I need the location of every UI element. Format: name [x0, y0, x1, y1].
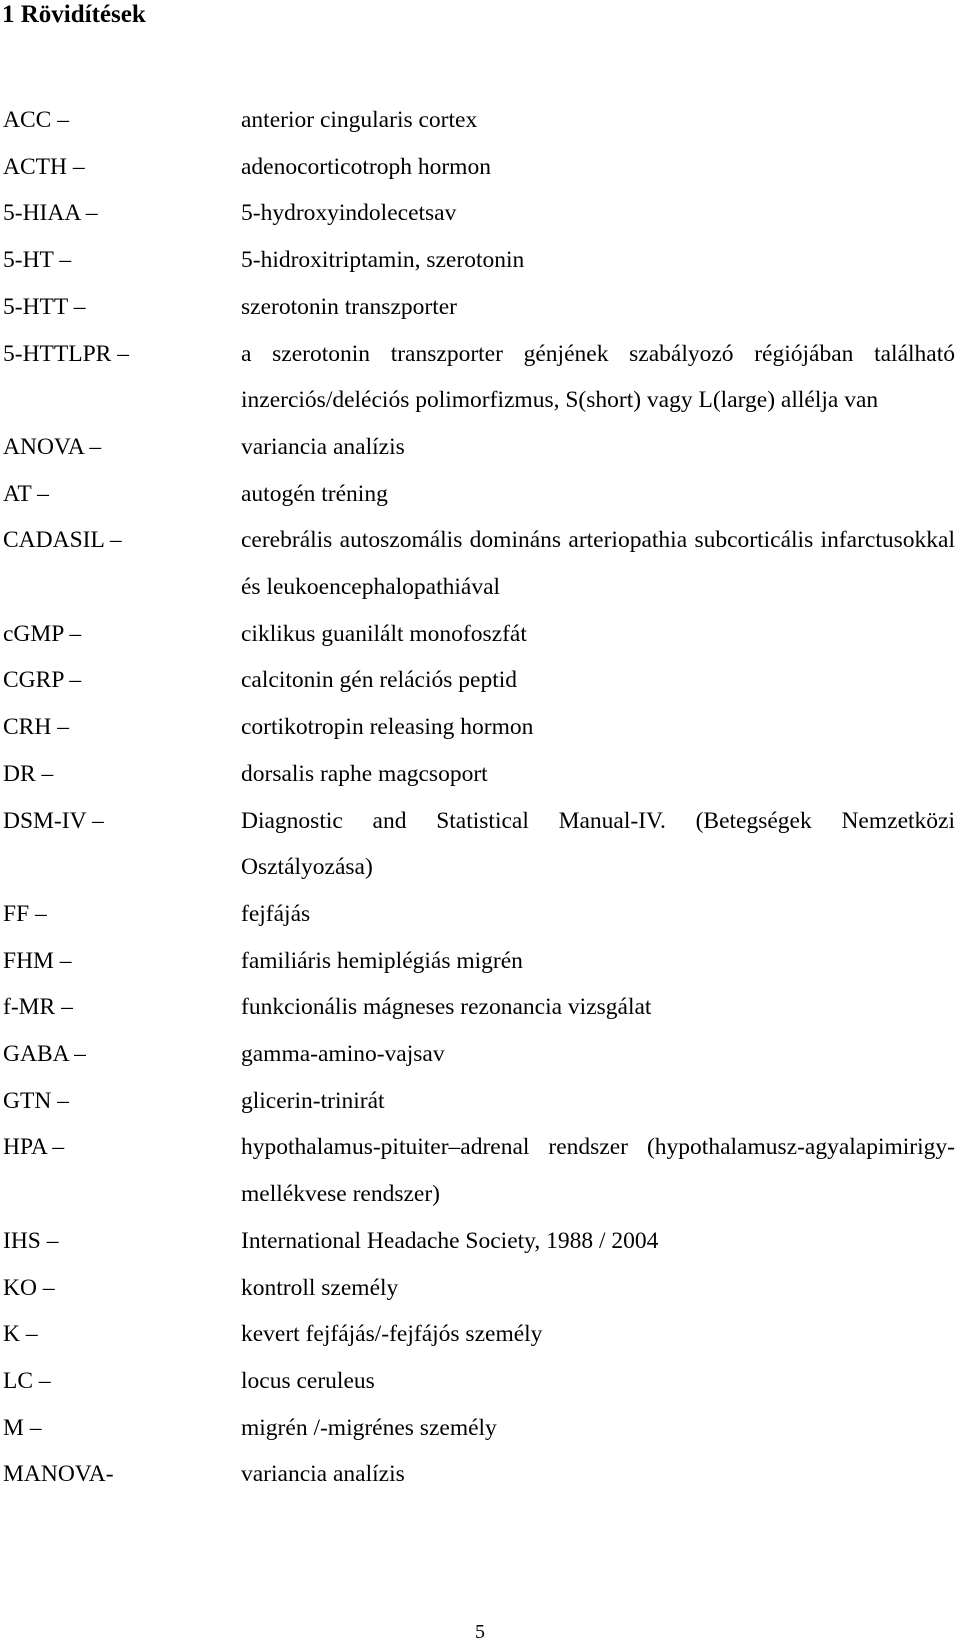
abbreviation-definition: szerotonin transzporter	[241, 293, 457, 320]
abbreviation-entry	[3, 144, 955, 191]
abbreviation-term: f-MR –	[3, 994, 73, 1021]
abbreviation-definition: a szerotonin transzporter génjének szabályozó régiójában található inzerciós/deléciós polimorfizmus, S(short) vagy L(large) allélja van	[241, 340, 955, 414]
abbreviation-definition: migrén /-migrénes személy	[241, 1414, 497, 1441]
abbreviation-entry	[3, 798, 955, 891]
abbreviation-definition: cortikotropin releasing hormon	[241, 714, 534, 741]
abbreviation-term: CADASIL –	[3, 527, 122, 554]
abbreviation-entry	[3, 704, 955, 751]
abbreviation-term: CGRP –	[3, 667, 82, 694]
abbreviation-term: 5-HTT –	[3, 293, 86, 320]
abbreviation-entry	[3, 237, 955, 284]
abbreviation-definition: International Headache Society, 1988 / 2004	[241, 1227, 659, 1254]
abbreviation-definition: kevert fejfájás/-fejfájós személy	[241, 1321, 543, 1348]
abbreviation-definition: Diagnostic and Statistical Manual-IV. (Betegségek Nemzetközi Osztályozása)	[241, 807, 955, 881]
abbreviation-definition: 5-hidroxitriptamin, szerotonin	[241, 247, 525, 274]
abbreviation-term: 5-HIAA –	[3, 200, 98, 227]
abbreviation-entry	[3, 97, 955, 144]
abbreviation-entry	[3, 891, 955, 938]
abbreviation-entry	[3, 1124, 955, 1217]
abbreviation-entry	[3, 331, 955, 424]
abbreviation-definition: autogén tréning	[241, 480, 388, 507]
abbreviation-entry	[3, 611, 955, 658]
abbreviation-term: 5-HT –	[3, 247, 72, 274]
abbreviation-definition: fejfájás	[241, 900, 311, 927]
abbreviation-entry	[3, 1031, 955, 1078]
abbreviation-entry	[3, 1078, 955, 1125]
abbreviation-term: M –	[3, 1414, 42, 1441]
abbreviation-entry	[3, 1265, 955, 1312]
abbreviation-entry	[3, 1451, 955, 1498]
abbreviation-entry	[3, 1358, 955, 1405]
abbreviation-definition: funkcionális mágneses rezonancia vizsgálat	[241, 994, 652, 1021]
abbreviation-definition: anterior cingularis cortex	[241, 107, 478, 133]
abbreviation-definition: calcitonin gén relációs peptid	[241, 667, 518, 694]
abbreviation-entry	[3, 938, 955, 985]
abbreviation-term: GTN –	[3, 1087, 69, 1114]
abbreviation-entry	[3, 657, 955, 704]
abbreviation-definition: locus ceruleus	[241, 1367, 375, 1394]
abbreviation-term: MANOVA-	[3, 1461, 114, 1488]
abbreviation-entry	[3, 424, 955, 471]
abbreviation-definition: glicerin-trinirát	[241, 1087, 385, 1114]
abbreviation-list	[3, 97, 955, 1498]
abbreviation-term: K –	[3, 1321, 38, 1348]
abbreviation-entry	[3, 517, 955, 610]
abbreviation-entry	[3, 1405, 955, 1452]
abbreviation-definition: ciklikus guanilált monofoszfát	[241, 620, 527, 647]
section-heading: 1 Rövidítések	[2, 1, 146, 28]
abbreviation-term: KO –	[3, 1274, 55, 1301]
abbreviation-entry	[3, 284, 955, 331]
abbreviation-entry	[3, 190, 955, 237]
abbreviation-definition: variancia analízis	[241, 433, 405, 460]
abbreviation-term: ACTH –	[3, 153, 85, 180]
abbreviation-term: AT –	[3, 480, 49, 507]
abbreviation-term: CRH –	[3, 714, 69, 741]
abbreviation-definition: familiáris hemiplégiás migrén	[241, 947, 523, 974]
abbreviation-term: FF –	[3, 900, 47, 927]
abbreviation-definition: cerebrális autoszomális domináns arteriopathia subcorticális infarctusokkal és leukoencephalopathiával	[241, 527, 955, 601]
abbreviation-definition: dorsalis raphe magcsoport	[241, 760, 488, 787]
abbreviation-entry	[3, 471, 955, 518]
abbreviation-definition: adenocorticotroph hormon	[241, 153, 491, 180]
abbreviation-term: HPA –	[3, 1134, 65, 1161]
abbreviation-term: LC –	[3, 1367, 51, 1394]
abbreviation-definition: hypothalamus-pituiter–adrenal rendszer (hypothalamusz-agyalapimirigy-mellékvese rendszer)	[241, 1134, 955, 1208]
abbreviation-definition: 5-hydroxyindolecetsav	[241, 200, 457, 227]
abbreviation-term: 5-HTTLPR –	[3, 340, 129, 367]
abbreviation-term: FHM –	[3, 947, 72, 974]
abbreviation-entry	[3, 1311, 955, 1358]
abbreviation-term: DSM-IV –	[3, 807, 104, 834]
page-number: 5	[475, 1621, 485, 1643]
abbreviation-term: GABA –	[3, 1041, 86, 1068]
abbreviation-definition: kontroll személy	[241, 1274, 399, 1301]
abbreviation-term: cGMP –	[3, 620, 82, 647]
abbreviation-entry	[3, 984, 955, 1031]
abbreviation-definition: gamma-amino-vajsav	[241, 1041, 445, 1068]
abbreviation-term: ANOVA –	[3, 433, 102, 460]
abbreviation-term: ACC –	[3, 107, 69, 133]
abbreviation-entry	[3, 751, 955, 798]
abbreviation-definition: variancia analízis	[241, 1461, 405, 1488]
abbreviation-term: IHS –	[3, 1227, 59, 1254]
abbreviation-entry	[3, 1218, 955, 1265]
abbreviation-term: DR –	[3, 760, 54, 787]
